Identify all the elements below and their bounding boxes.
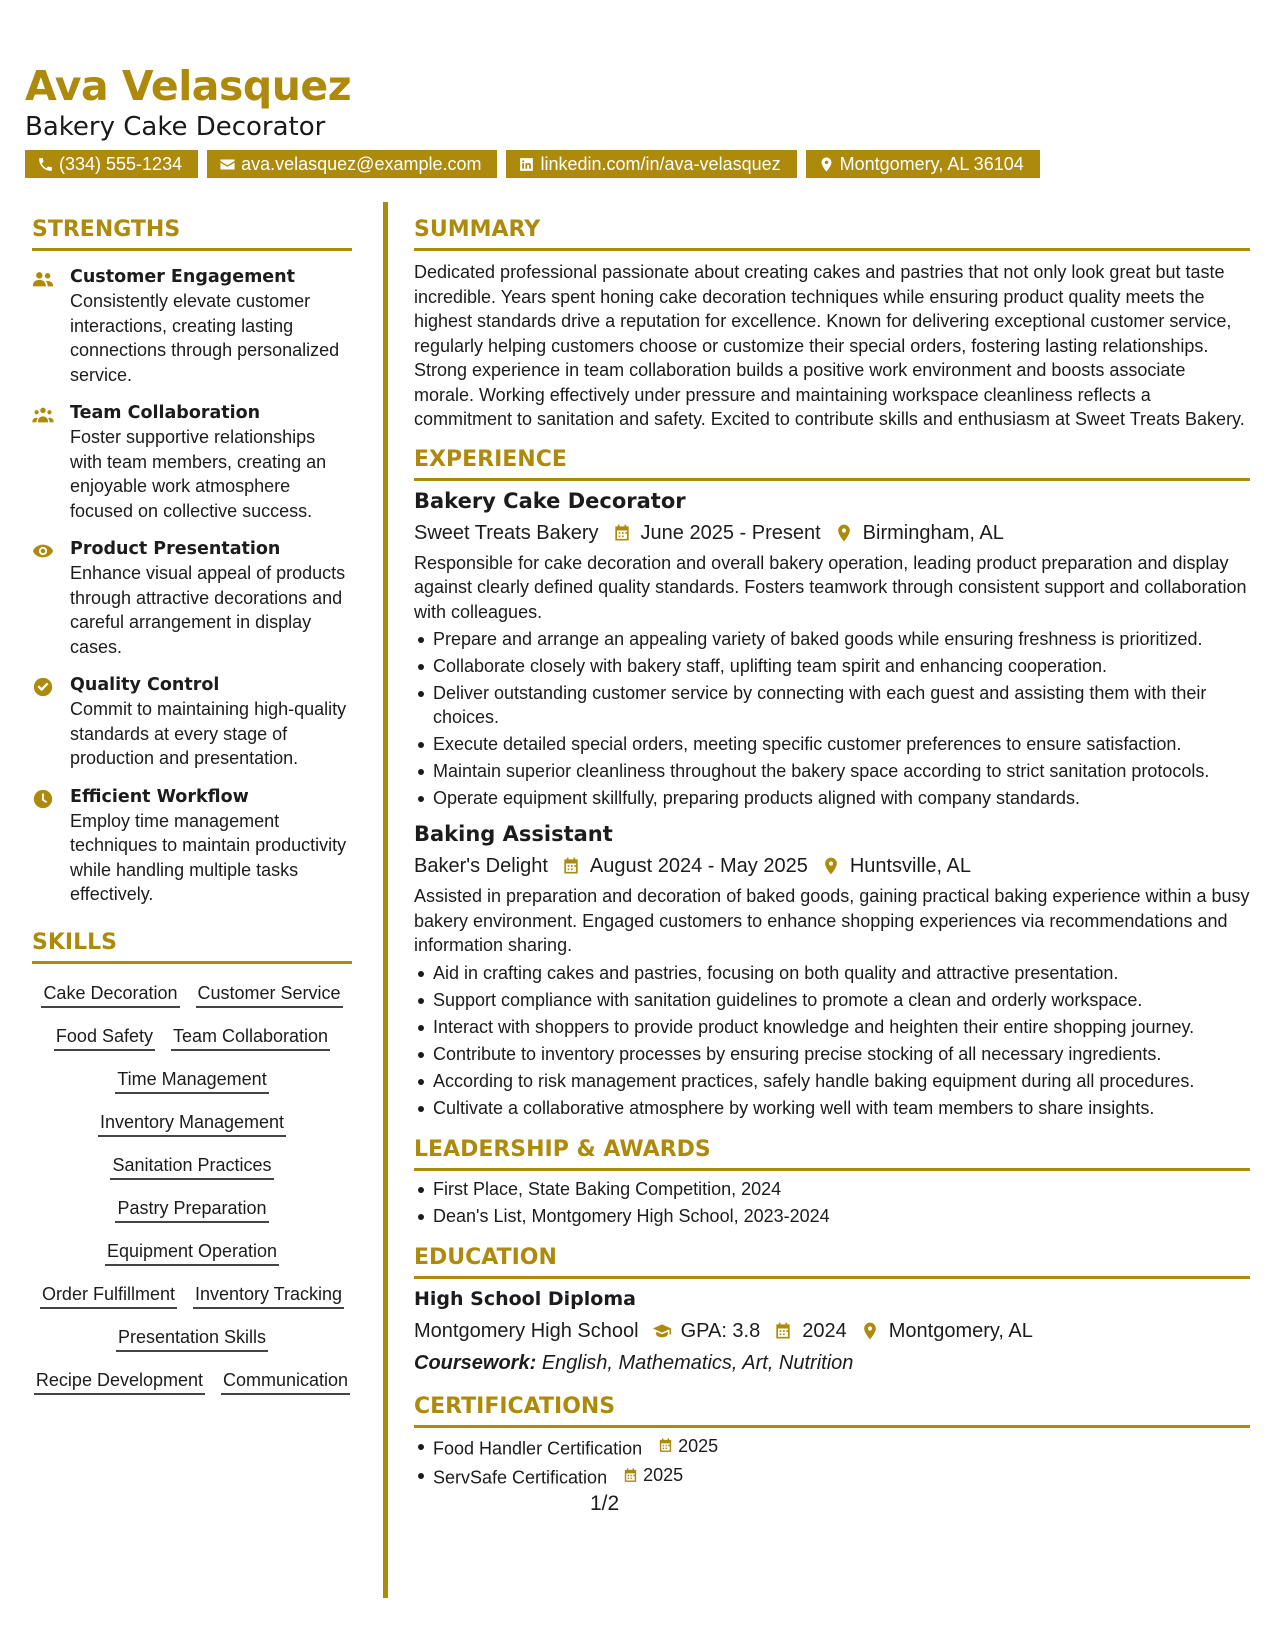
experience-heading: EXPERIENCE	[414, 446, 1250, 481]
strength-title: Team Collaboration	[70, 403, 261, 423]
linkedin-text: linkedin.com/in/ava-velasquez	[540, 154, 781, 174]
list-item	[414, 1434, 1250, 1461]
left-column	[32, 216, 352, 1395]
list-item: Contribute to inventory processes by ensuring precise stocking of all necessary ingredients.	[414, 1042, 1250, 1066]
list-item: Collaborate closely with bakery staff, uplifting team spirit and enhancing cooperation.	[414, 654, 1250, 678]
job-entry	[414, 487, 1250, 811]
strength-title: Product Presentation	[70, 539, 281, 559]
skill-tag: Equipment Operation	[105, 1238, 279, 1266]
degree-title: High School Diploma	[414, 1287, 636, 1310]
contact-bar	[25, 150, 1255, 178]
education-heading: EDUCATION	[414, 1244, 1250, 1279]
job-location: Birmingham, AL	[862, 521, 1004, 544]
right-column	[414, 216, 1250, 1490]
skill-tag: Team Collaboration	[171, 1023, 330, 1051]
cert-year: 2025	[643, 1465, 684, 1485]
team-icon	[32, 404, 54, 426]
skill-tag: Pastry Preparation	[115, 1195, 268, 1223]
leadership-heading: LEADERSHIP & AWARDS	[414, 1136, 1250, 1171]
summary-heading: SUMMARY	[414, 216, 1250, 251]
job-company: Baker's Delight	[414, 855, 548, 877]
envelope-icon	[219, 156, 236, 173]
cert-name: Food Handler Certification	[433, 1438, 643, 1458]
calendar-icon	[561, 856, 581, 876]
list-item: According to risk management practices, safely handle baking equipment during all procedures.	[414, 1069, 1250, 1093]
phone-text: (334) 555-1234	[59, 154, 183, 174]
coursework	[414, 1349, 1250, 1377]
skills-heading: SKILLS	[32, 929, 352, 964]
strength-item	[32, 785, 352, 907]
strengths-heading: STRENGTHS	[32, 216, 352, 251]
job-dates: August 2024 - May 2025	[589, 855, 808, 877]
strength-desc: Consistently elevate customer interactions, creating lasting connections through personalized service.	[70, 291, 340, 385]
check-circle-icon	[32, 676, 54, 698]
strength-title: Customer Engagement	[70, 267, 296, 287]
skill-tag: Inventory Management	[98, 1109, 286, 1137]
column-divider	[383, 202, 388, 1598]
skill-tag: Food Safety	[54, 1023, 155, 1051]
list-item: First Place, State Baking Competition, 2024	[414, 1177, 1250, 1201]
graduation-cap-icon	[652, 1321, 672, 1341]
summary-text: Dedicated professional passionate about creating cakes and pastries that not only look great but taste incredible. Years spent honing cake decoration techniques while ensuring product quality meets the highest standards drive a reputation for excellence. Known for delivering exceptional customer service, regularly helping customers choose or customize their special orders, fostering lasting relationships. Strong experience in team collaboration builds a positive work environment and boosts associate morale. Working effectively under pressure and maintaining workspace cleanliness reflects a commitment to sanitation and safety. Excited to contribute skills and enthusiasm at Sweet Treats Bakery.	[414, 262, 1245, 429]
eye-icon	[32, 540, 54, 562]
strength-item	[32, 537, 352, 659]
strength-item	[32, 401, 352, 523]
phone-icon	[37, 156, 54, 173]
education-meta	[414, 1317, 1250, 1345]
coursework-list: English, Mathematics, Art, Nutrition	[541, 1351, 854, 1374]
leadership-list	[414, 1177, 1250, 1228]
job-meta	[414, 852, 1250, 880]
calendar-icon	[657, 1437, 674, 1454]
cert-name: ServSafe Certification	[433, 1467, 608, 1488]
location-text: Montgomery, AL 36104	[839, 154, 1024, 174]
job-location: Huntsville, AL	[849, 855, 971, 877]
list-item: Prepare and arrange an appealing variety of baked goods while ensuring freshness is prioritized.	[414, 627, 1250, 651]
skill-tag: Time Management	[115, 1066, 268, 1094]
strength-title: Efficient Workflow	[70, 786, 249, 807]
map-pin-icon	[821, 856, 841, 876]
job-dates: June 2025 - Present	[640, 521, 821, 544]
candidate-title: Bakery Cake Decorator	[25, 112, 326, 142]
list-item: Dean's List, Montgomery High School, 2023-2024	[414, 1204, 1250, 1228]
job-description: Assisted in preparation and decoration of baked goods, gaining practical baking experience within a busy bakery environment. Engaged customers to enhance shopping experiences via recommendations and information sharing.	[414, 886, 1250, 955]
job-company: Sweet Treats Bakery	[414, 521, 599, 544]
strength-title: Quality Control	[70, 675, 220, 695]
list-item: Operate equipment skillfully, preparing products aligned with company standards.	[414, 786, 1250, 810]
map-pin-icon	[834, 523, 854, 543]
job-description: Responsible for cake decoration and overall bakery operation, leading product preparation and display against clearly defined quality standards. Fosters teamwork through consistent support and collaboration with colleagues.	[414, 552, 1247, 622]
skill-tag: Recipe Development	[34, 1367, 205, 1395]
gpa: GPA: 3.8	[680, 1319, 761, 1342]
list-item: Aid in crafting cakes and pastries, focusing on both quality and attractive presentation.	[414, 961, 1250, 985]
strength-item	[32, 673, 352, 771]
clock-icon	[32, 788, 54, 810]
list-item: Support compliance with sanitation guidelines to promote a clean and orderly workspace.	[414, 988, 1250, 1012]
linkedin-icon	[518, 156, 535, 173]
calendar-icon	[622, 1467, 639, 1484]
candidate-name: Ava Velasquez	[25, 62, 352, 110]
school-location: Montgomery, AL	[888, 1319, 1033, 1342]
list-item: Execute detailed special orders, meeting specific customer preferences to ensure satisfaction.	[414, 732, 1250, 756]
skill-tag: Order Fulfillment	[40, 1281, 177, 1309]
list-item: Interact with shoppers to provide product knowledge and heighten their entire shopping journey.	[414, 1015, 1250, 1039]
cert-year: 2025	[678, 1435, 719, 1456]
job-title: Bakery Cake Decorator	[414, 488, 686, 513]
map-pin-icon	[860, 1321, 880, 1341]
contact-phone[interactable]	[25, 150, 198, 178]
map-pin-icon	[818, 156, 835, 173]
school-name: Montgomery High School	[414, 1319, 639, 1342]
coursework-label: Coursework:	[414, 1351, 537, 1374]
job-title: Baking Assistant	[414, 822, 613, 846]
skill-tag: Sanitation Practices	[110, 1152, 273, 1180]
job-entry	[414, 820, 1250, 1120]
email-text: ava.velasquez@example.com	[241, 154, 482, 174]
resume-header	[25, 62, 1255, 178]
skill-tag: Cake Decoration	[41, 980, 179, 1008]
list-item: Deliver outstanding customer service by connecting with each guest and assisting them with their choices.	[414, 681, 1250, 729]
contact-email[interactable]	[207, 150, 497, 178]
page-number: 1/2	[590, 1492, 620, 1515]
certifications-list	[414, 1434, 1250, 1490]
strength-item	[32, 265, 352, 387]
calendar-icon	[773, 1321, 793, 1341]
skill-tag: Customer Service	[196, 980, 343, 1008]
contact-location	[806, 150, 1040, 178]
list-item: Maintain superior cleanliness throughout the bakery space according to strict sanitation protocols.	[414, 759, 1250, 783]
skill-tag: Inventory Tracking	[193, 1281, 344, 1309]
users-icon	[32, 268, 54, 290]
job-meta	[414, 519, 1250, 547]
skills-list	[32, 980, 352, 1395]
strength-desc: Employ time management techniques to maintain productivity while handling multiple tasks effectively.	[70, 810, 347, 904]
list-item	[414, 1463, 1250, 1490]
list-item: Cultivate a collaborative atmosphere by working well with team members to share insights.	[414, 1096, 1250, 1120]
job-bullets	[414, 961, 1250, 1120]
skill-tag: Presentation Skills	[116, 1324, 268, 1352]
contact-linkedin[interactable]	[506, 150, 796, 178]
calendar-icon	[612, 523, 632, 543]
strength-desc: Commit to maintaining high-quality standards at every stage of production and presentation.	[70, 699, 347, 768]
job-bullets	[414, 627, 1250, 810]
graduation-year: 2024	[802, 1319, 847, 1342]
strength-desc: Foster supportive relationships with team members, creating an enjoyable work atmosphere focused on collective success.	[70, 427, 327, 521]
strength-desc: Enhance visual appeal of products through attractive decorations and careful arrangement in display cases.	[70, 563, 346, 657]
skill-tag: Communication	[221, 1367, 350, 1395]
certifications-heading: CERTIFICATIONS	[414, 1393, 1250, 1428]
